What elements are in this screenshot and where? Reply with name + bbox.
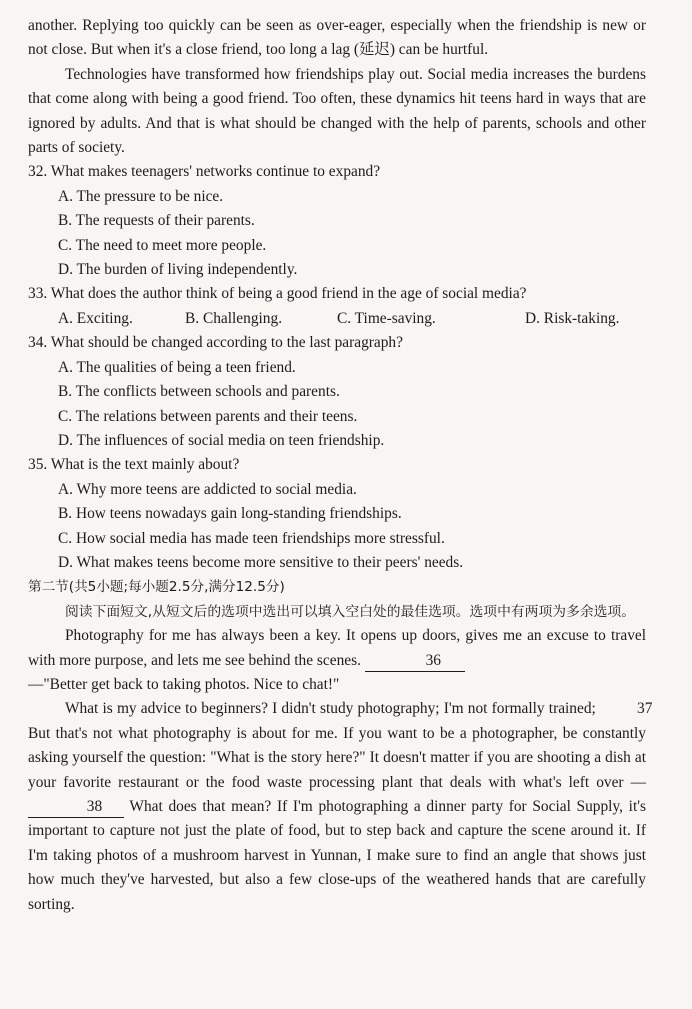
blank-38[interactable]: 38 (28, 797, 124, 818)
question-35-option-c[interactable]: C. How social media has made teen friendships more stressful. (58, 529, 445, 547)
question-32: 32. What makes teenagers' networks continue to expand? (28, 163, 381, 181)
question-33-option-a[interactable]: A. Exciting. (58, 309, 133, 327)
blank-37[interactable]: 37 (637, 700, 653, 718)
question-32-option-a[interactable]: A. The pressure to be nice. (58, 187, 224, 205)
question-32-option-c[interactable]: C. The need to meet more people. (58, 236, 267, 254)
passage-paragraph-2 (28, 697, 653, 917)
question-33: 33. What does the author think of being a good friend in the age of social media? (28, 285, 527, 303)
question-35-option-d[interactable]: D. What makes teens become more sensitive to their peers' needs. (58, 553, 464, 571)
question-33-option-b[interactable]: B. Challenging. (185, 309, 283, 327)
question-35: 35. What is the text mainly about? (28, 456, 240, 474)
passage-p2-text-c: What does that mean? If I'm photographing a dinner party for Social Supply, it's important to capture not just the plate of food, but to step back and capture the scene around it. If I'm taking photos of a mushroom harvest in Yunnan, I make sure to find an angle that shows just how much they've harvested, but also a few close-ups of the weathered hands that are carefully sorting. (28, 798, 646, 913)
question-33-option-c[interactable]: C. Time-saving. (337, 309, 436, 327)
question-34-option-b[interactable]: B. The conflicts between schools and parents. (58, 383, 340, 401)
passage-p2-text-a: What is my advice to beginners? I didn't study photography; I'm not formally trained; (65, 700, 596, 718)
question-33-option-d[interactable]: D. Risk-taking. (525, 309, 620, 327)
question-32-option-d[interactable]: D. The burden of living independently. (58, 261, 298, 279)
question-33-options (58, 307, 646, 331)
paragraph-technologies: Technologies have transformed how friendships play out. Social media increases the burdens that come along with being a good friend. Too often, these dynamics hit teens hard in ways that are ignored by adults. And that is what should be changed with the help of parents, schools and other parts of society. (28, 65, 646, 157)
passage-p2-text-b: But that's not what photography is about for me. If you want to be a photographer, be constantly asking yourself the question: "What is the story here?" It doesn't matter if you are shooting a dish at your favorite restaurant or the food waste processing plant that deals with what's left over — (28, 724, 646, 791)
passage-p1-quote: —"Better get back to taking photos. Nice to chat!" (28, 675, 340, 693)
question-35-option-b[interactable]: B. How teens nowadays gain long-standing friendships. (58, 505, 402, 523)
question-34-option-c[interactable]: C. The relations between parents and their teens. (58, 407, 358, 425)
question-32-option-b[interactable]: B. The requests of their parents. (58, 212, 255, 230)
section-2-heading: 第二节(共5小题;每小题2.5分,满分12.5分) (28, 579, 285, 596)
question-35-option-a[interactable]: A. Why more teens are addicted to social media. (58, 480, 357, 498)
question-34-option-a[interactable]: A. The qualities of being a teen friend. (58, 358, 296, 376)
passage-p1-text: Photography for me has always been a key. It opens up doors, gives me an excuse to travel with more purpose, and lets me see behind the scenes. (28, 627, 646, 669)
section-2-instructions: 阅读下面短文,从短文后的选项中选出可以填入空白处的最佳选项。选项中有两项为多余选项。 (65, 603, 636, 620)
question-34-option-d[interactable]: D. The influences of social media on teen friendship. (58, 431, 385, 449)
paragraph-intro-end: another. Replying too quickly can be seen as over-eager, especially when the friendship is new or not close. But when it's a close friend, too long a lag (延迟) can be hurtful. (28, 17, 646, 59)
question-34: 34. What should be changed according to the last paragraph? (28, 334, 403, 352)
passage-paragraph-1 (28, 624, 646, 697)
blank-36[interactable]: 36 (365, 651, 465, 672)
